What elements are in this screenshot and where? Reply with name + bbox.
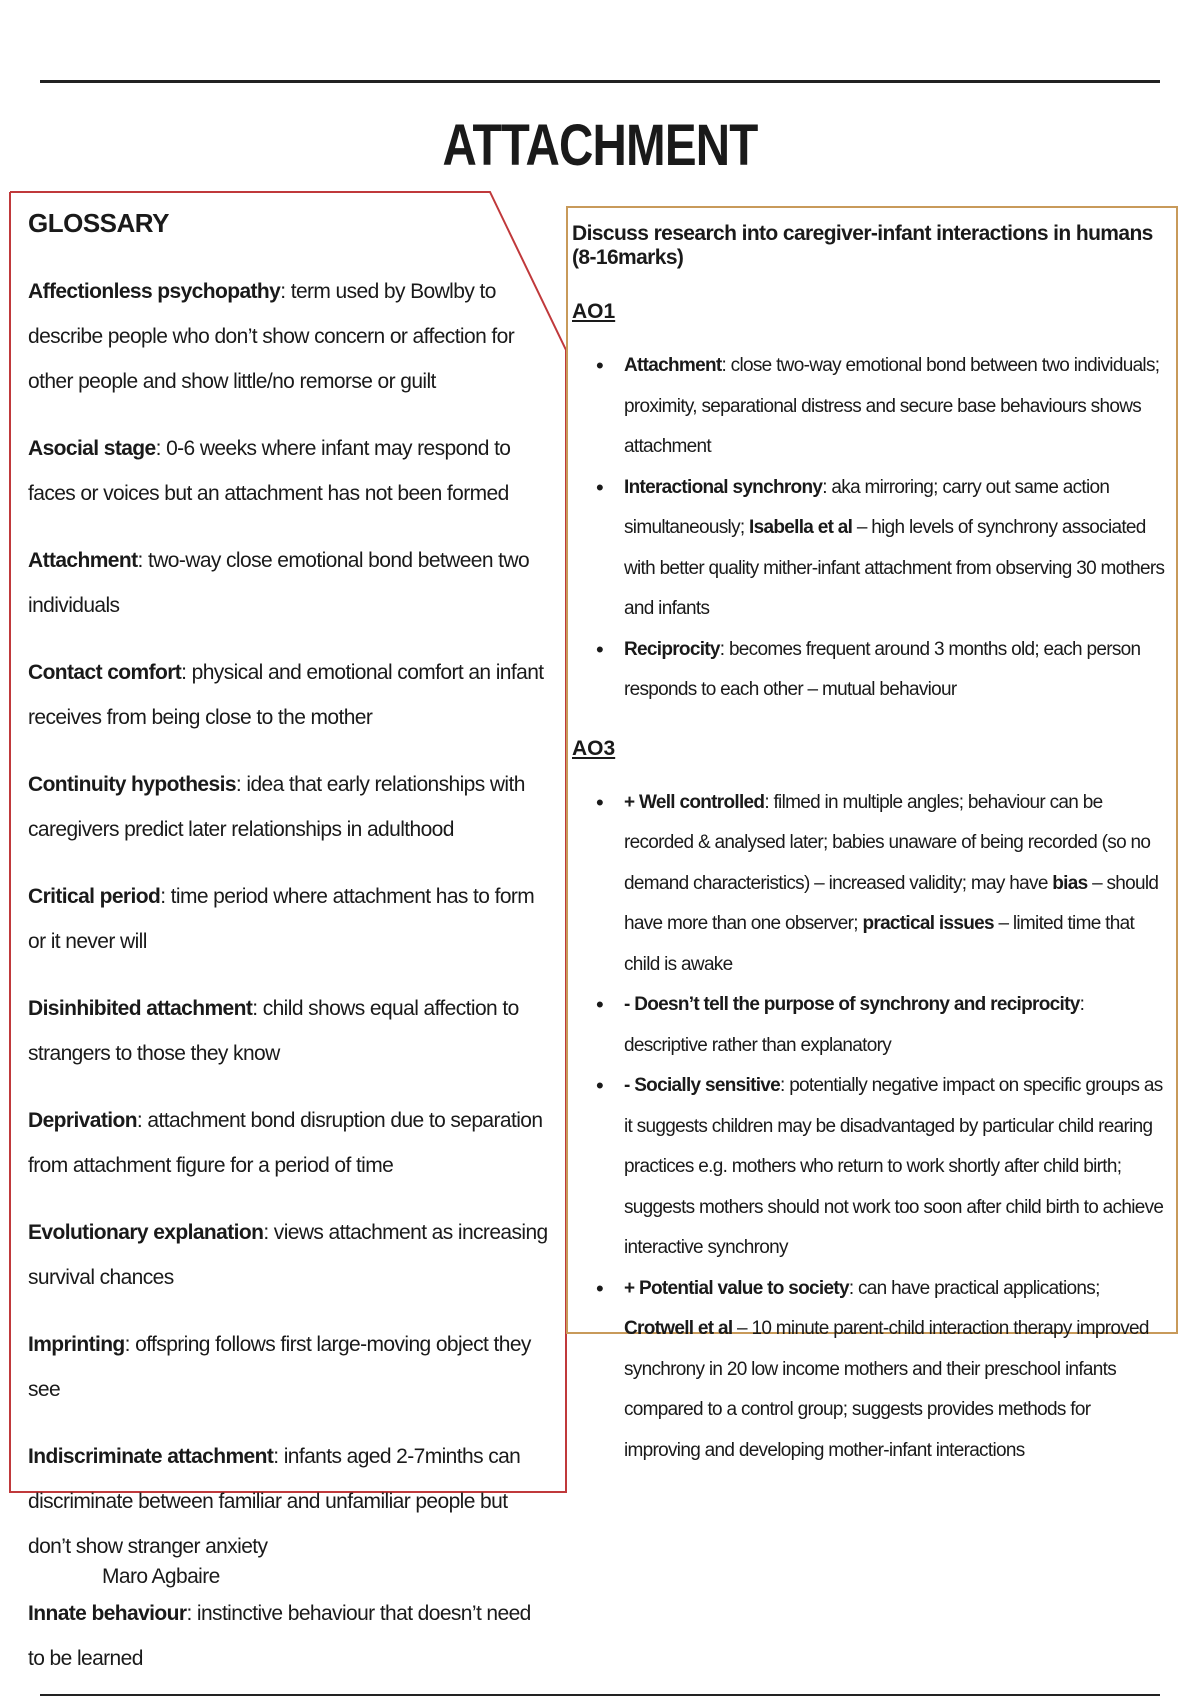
glossary-definition: : idea that early relationships with caregivers predict later relationships in adulthood (28, 773, 525, 841)
point-keyword: - Doesn’t tell the purpose of synchrony and reciprocity (624, 994, 1080, 1015)
ao1-point (572, 346, 1168, 468)
glossary-term: Innate behaviour (28, 1602, 187, 1625)
glossary-term: Deprivation (28, 1109, 137, 1132)
ao3-list (572, 783, 1168, 1472)
point-keyword: Interactional synchrony (624, 476, 823, 498)
point-keyword: Reciprocity (624, 638, 720, 660)
point-keyword: Isabella et al (749, 517, 853, 538)
glossary-term: Evolutionary explanation (28, 1221, 264, 1244)
ao3-point (572, 783, 1168, 986)
glossary-entry (28, 1322, 548, 1412)
point-keyword: Crotwell et al (624, 1318, 733, 1339)
author-name: Maro Agbaire (102, 1565, 220, 1588)
glossary-term: Asocial stage (28, 437, 156, 460)
ao3-label: AO3 (572, 736, 616, 760)
ao3-point (572, 985, 1168, 1066)
glossary-term: Contact comfort (28, 661, 182, 684)
glossary-definition: : views attachment as increasing survival chances (28, 1221, 548, 1289)
glossary-entry (28, 762, 548, 852)
point-text: : becomes frequent around 3 months old; each person responds to each other – mutual behaviour (624, 638, 1141, 700)
point-keyword: - Socially sensitive (624, 1075, 781, 1096)
point-text: : can have practical applications; (848, 1277, 1100, 1299)
glossary-panel (28, 208, 548, 1703)
glossary-term: Indiscriminate attachment (28, 1445, 274, 1468)
ao3-point (572, 1269, 1168, 1472)
ao1-list (572, 346, 1168, 711)
point-text: – high levels of synchrony associated with better quality mither-infant attachment from observing 30 mothers and infants (624, 517, 1165, 619)
glossary-definition: : offspring follows first large-moving object they see (28, 1333, 531, 1401)
ao1-point (572, 468, 1168, 630)
bottom-rule (40, 1694, 1160, 1696)
glossary-definition: : two-way close emotional bond between two individuals (28, 549, 530, 617)
point-text: : filmed in multiple angles; behaviour can be recorded & analysed later; babies unaware of being recorded (so no demand characteristics) – increased validity; may have (624, 791, 1151, 894)
glossary-entry (28, 874, 548, 964)
point-text: : potentially negative impact on specific groups as it suggests children may be disadvantaged by particular child rearing practices e.g. mothers who return to work shortly after child birth; suggests mothers should not work too soon after child birth to achieve interactive synchrony (624, 1075, 1164, 1258)
glossary-term: Critical period (28, 885, 161, 908)
point-text: : close two-way emotional bond between two individuals; proximity, separational distress and secure base behaviours shows attachment (624, 355, 1160, 457)
glossary-definition: : instinctive behaviour that doesn’t need to be learned (28, 1602, 531, 1670)
glossary-definition: : term used by Bowlby to describe people who don’t show concern or affection for other people and show little/no remorse or guilt (28, 280, 515, 393)
glossary-list (28, 269, 548, 1681)
glossary-definition: : infants aged 2-7minths can discriminate between familiar and unfamiliar people but don’t show stranger anxiety (28, 1445, 521, 1558)
ao1-label: AO1 (572, 300, 616, 323)
glossary-entry (28, 986, 548, 1076)
point-keyword: Attachment (624, 355, 722, 376)
glossary-definition: : time period where attachment has to form or it never will (28, 885, 535, 953)
point-keyword: + Well controlled (624, 791, 765, 813)
glossary-entry (28, 650, 548, 740)
essay-panel (566, 206, 1178, 1461)
glossary-heading: GLOSSARY (28, 208, 169, 238)
essay-question: Discuss research into caregiver-infant interactions in humans (8-16marks) (572, 222, 1153, 269)
glossary-definition: : attachment bond disruption due to separation from attachment figure for a period of time (28, 1109, 543, 1177)
glossary-definition: : physical and emotional comfort an infant receives from being close to the mother (28, 661, 544, 729)
ao3-point (572, 1066, 1168, 1269)
point-keyword: bias (1052, 872, 1088, 894)
glossary-entry (28, 426, 548, 516)
point-text: – limited time that child is awake (624, 913, 1135, 975)
glossary-term: Continuity hypothesis (28, 773, 236, 796)
ao1-point (572, 630, 1168, 711)
glossary-term: Attachment (28, 549, 138, 572)
glossary-entry (28, 538, 548, 628)
top-rule (40, 80, 1160, 83)
glossary-definition: : child shows equal affection to strangers to those they know (28, 997, 519, 1065)
glossary-entry (28, 1591, 548, 1681)
glossary-entry (28, 269, 548, 404)
glossary-entry (28, 1434, 548, 1569)
glossary-entry (28, 1098, 548, 1188)
glossary-entry (28, 1210, 548, 1300)
point-text: – should have more than one observer; (624, 872, 1159, 934)
page-title: ATTACHMENT (442, 113, 758, 178)
point-keyword: + Potential value to society (624, 1277, 849, 1299)
glossary-term: Disinhibited attachment (28, 997, 253, 1020)
point-text: : aka mirroring; carry out same action simultaneously; (624, 476, 1110, 538)
glossary-definition: : 0-6 weeks where infant may respond to faces or voices but an attachment has not been formed (28, 437, 511, 505)
glossary-term: Affectionless psychopathy (28, 280, 281, 303)
point-keyword: practical issues (862, 913, 994, 934)
point-text: : descriptive rather than explanatory (624, 994, 1085, 1056)
glossary-term: Imprinting (28, 1333, 125, 1356)
point-text: – 10 minute parent-child interaction therapy improved synchrony in 20 low income mothers and their preschool infants compared to a control group; suggests provides methods for improving and developing mother-infant interactions (624, 1318, 1149, 1461)
